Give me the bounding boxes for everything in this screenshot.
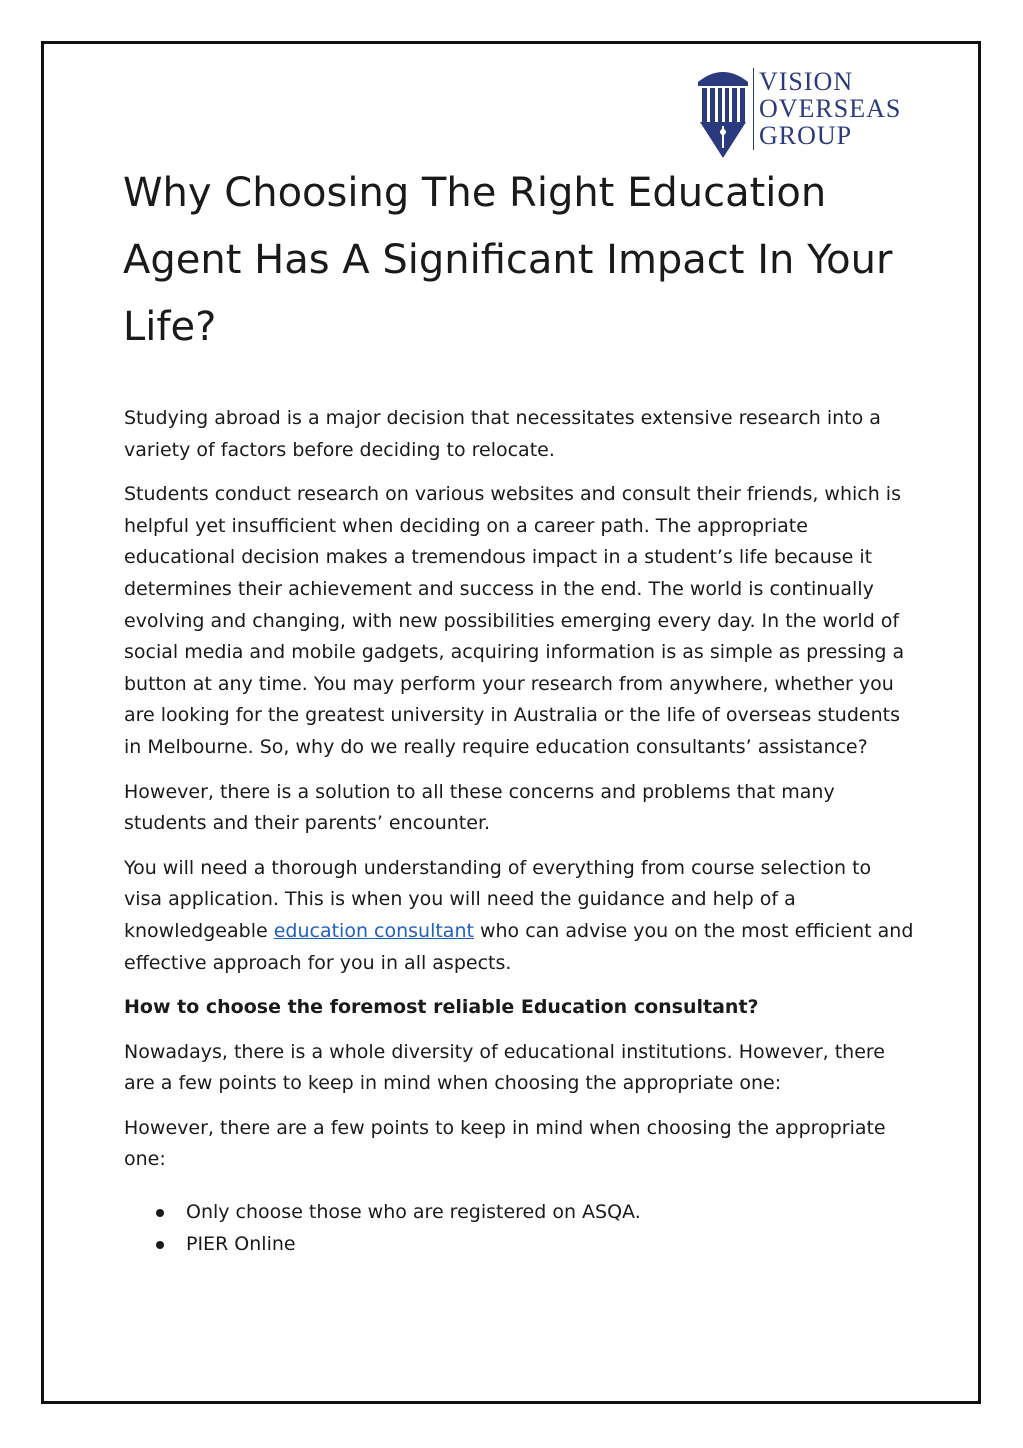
paragraph-intro: Studying abroad is a major decision that necessitates extensive research into a variety of factors before deciding to relocate.	[124, 407, 881, 461]
paragraph-guidance-after: who can advise you on the most efficient and effective approach for you in all aspects.	[124, 919, 914, 974]
paragraph-solution: However, there is a solution to all these concerns and problems that many students and their parents’ encounter.	[124, 780, 835, 835]
education-consultant-link[interactable]: education consultant	[273, 919, 474, 942]
logo-line-vision: VISION	[759, 67, 854, 96]
paragraph-guidance	[124, 853, 914, 979]
pillar-pen-logo-icon	[695, 60, 751, 160]
page-title: Why Choosing The Right Education Agent Has A Significant Impact In Your Life?	[123, 170, 893, 350]
bullet-icon	[156, 1209, 164, 1217]
logo-wordmark	[759, 68, 901, 149]
section-heading: How to choose the foremost reliable Education consultant?	[124, 996, 759, 1019]
list-item-text: PIER Online	[186, 1232, 296, 1255]
list-item	[124, 1197, 914, 1229]
list-item-text: Only choose those who are registered on ASQA.	[186, 1201, 641, 1224]
paragraph-guidance-before: You will need a thorough understanding of everything from course selection to visa application. This is when you will need the guidance and help of a knowledgeable	[124, 856, 872, 942]
logo-line-group: GROUP	[759, 121, 853, 150]
bullet-icon	[156, 1241, 164, 1249]
paragraph-points: However, there are a few points to keep in mind when choosing the appropriate one:	[124, 1116, 886, 1171]
logo-line-overseas: OVERSEAS	[759, 94, 902, 123]
paragraph-research: Students conduct research on various websites and consult their friends, which is helpful yet insufficient when deciding on a career path. The appropriate educational decision makes a tremendous impact in a student’s life because it determines their achievement and success in the end. The world is continually evolving and changing, with new possibilities emerging every day. In the world of social media and mobile gadgets, acquiring information is as simple as pressing a button at any time. You may perform your research from anywhere, whether you are looking for the greatest university in Australia or the life of overseas students in Melbourne. So, why do we really require education consultants’ assistance?	[124, 483, 905, 758]
bullet-list	[124, 1197, 914, 1260]
list-item	[124, 1229, 914, 1261]
logo-divider	[753, 68, 754, 150]
paragraph-diversity: Nowadays, there is a whole diversity of educational institutions. However, there are a few points to keep in mind when choosing the appropriate one:	[124, 1040, 885, 1095]
article-body	[124, 403, 914, 1260]
company-logo	[695, 60, 915, 160]
